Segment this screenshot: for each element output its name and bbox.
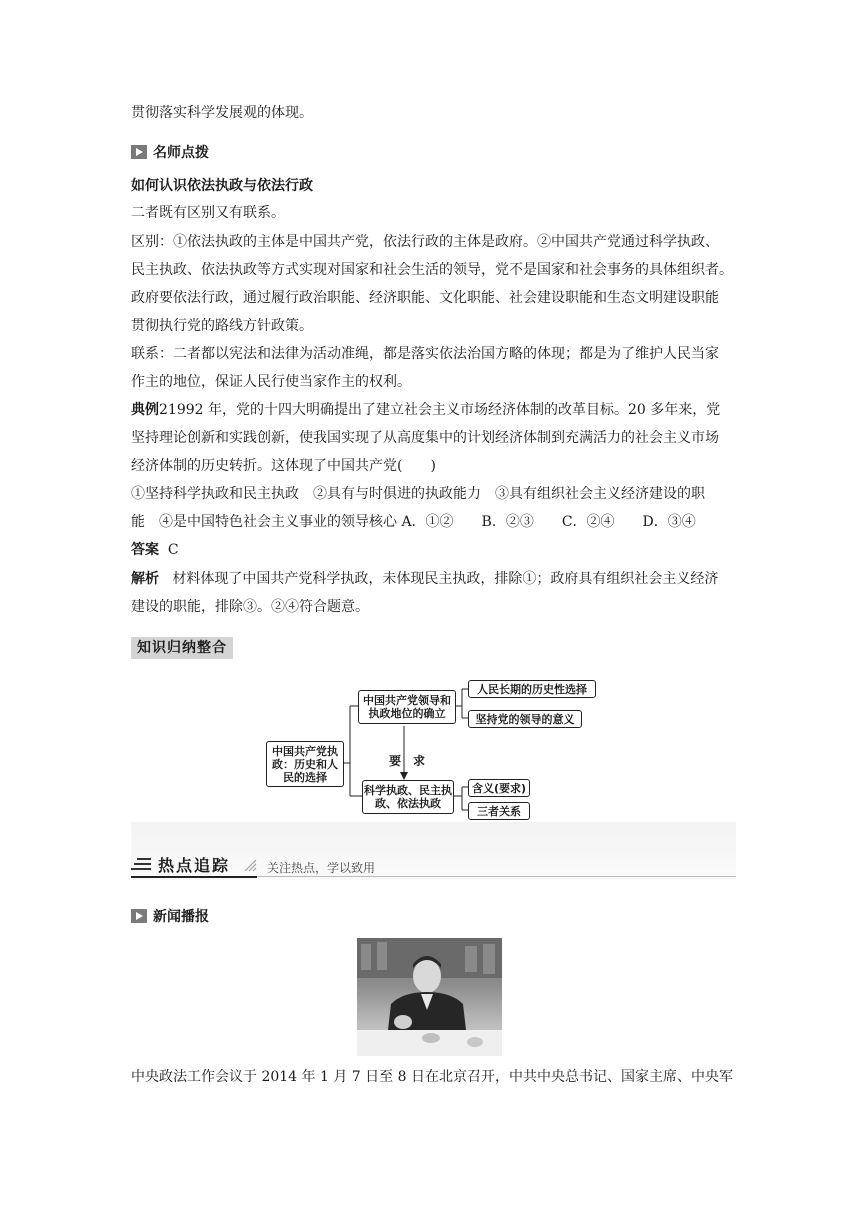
news-header [131, 906, 209, 926]
answer-value: C [167, 542, 179, 558]
hot-topics-underline [131, 876, 257, 878]
example-options: ①坚持科学执政和民主执政 ②具有与时俱进的执政能力 ③具有组织社会主义经济建设的职 [131, 486, 705, 502]
diagram-arrow-label: 要 求 [389, 754, 426, 768]
example-text: 21992 年，党的十四大明确提出了建立社会主义市场经济体制的改革目标。20 多年来，党 [159, 402, 721, 418]
teacher-tip-title: 如何认识依法执政与依法行政 [131, 178, 313, 194]
answer-label: 答案 [131, 542, 159, 558]
diagram-node-leadership: 中国共产党领导和执政地位的确立 [358, 690, 456, 724]
news-photo [357, 938, 502, 1056]
news-header-label: 新闻播报 [153, 909, 209, 925]
diagram-leaf: 人民长期的历史性选择 [468, 680, 596, 698]
example-line: 经济体制的历史转折。这体现了中国共产党( ) [131, 458, 436, 474]
hot-topics-title: 热点追踪 [158, 856, 231, 875]
teacher-tip-header-label: 名师点拨 [153, 145, 209, 161]
diagram-leaf: 三者关系 [468, 802, 530, 820]
diagram-node-governance: 科学执政、民主执政、依法执政 [362, 780, 454, 814]
body-text-line: 贯彻落实科学发展观的体现。 [131, 105, 313, 121]
teacher-tip-line: 贯彻执行党的路线方针政策。 [131, 318, 313, 334]
diagram-leaf: 含义(要求) [468, 779, 530, 797]
analysis-text: 材料体现了中国共产党科学执政，未体现民主执政，排除①；政府具有组织社会主义经济 [172, 571, 719, 587]
teacher-tip-line: 联系：二者都以宪法和法律为活动准绳，都是落实依法治国方略的体现；都是为了维护人民当家 [131, 346, 719, 362]
example-options: 能 ④是中国特色社会主义事业的领导核心 A．①② B．②③ C．②④ D．③④ [131, 514, 696, 530]
diagram-root-node: 中国共产党执政：历史和人民的选择 [266, 741, 344, 787]
play-triangle-icon [131, 909, 147, 923]
teacher-tip-line: 民主执政、依法执政等方式实现对国家和社会生活的领导，党不是国家和社会事务的具体组织者。 [131, 262, 733, 278]
teacher-tip-line: 区别：①依法执政的主体是中国共产党，依法行政的主体是政府。②中国共产党通过科学执政、 [131, 234, 719, 250]
example-label: 典例 [131, 402, 159, 418]
news-text-line: 中央政法工作会议于 2014 年 1 月 7 日至 8 日在北京召开，中共中央总书记、国家主席、中央军 [131, 1069, 733, 1085]
stripes-icon [131, 856, 153, 874]
divider [257, 876, 736, 877]
teacher-tip-line: 二者既有区别又有联系。 [131, 205, 285, 221]
corner-hatch-icon [243, 858, 257, 872]
teacher-tip-line: 政府要依法行政，通过履行政治职能、经济职能、文化职能、社会建设职能和生态文明建设职能 [131, 290, 719, 306]
knowledge-summary-tag: 知识归纳整合 [131, 637, 233, 659]
analysis-line: 建设的职能，排除③。②④符合题意。 [131, 599, 369, 615]
diagram-leaf: 坚持党的领导的意义 [468, 710, 582, 728]
analysis-label: 解析 [131, 571, 159, 587]
hot-topics-subtitle: 关注热点，学以致用 [267, 861, 376, 875]
example-line: 坚持理论创新和实践创新，使我国实现了从高度集中的计划经济体制到充满活力的社会主义市场 [131, 430, 719, 446]
teacher-tip-line: 作主的地位，保证人民行使当家作主的权利。 [131, 374, 411, 390]
